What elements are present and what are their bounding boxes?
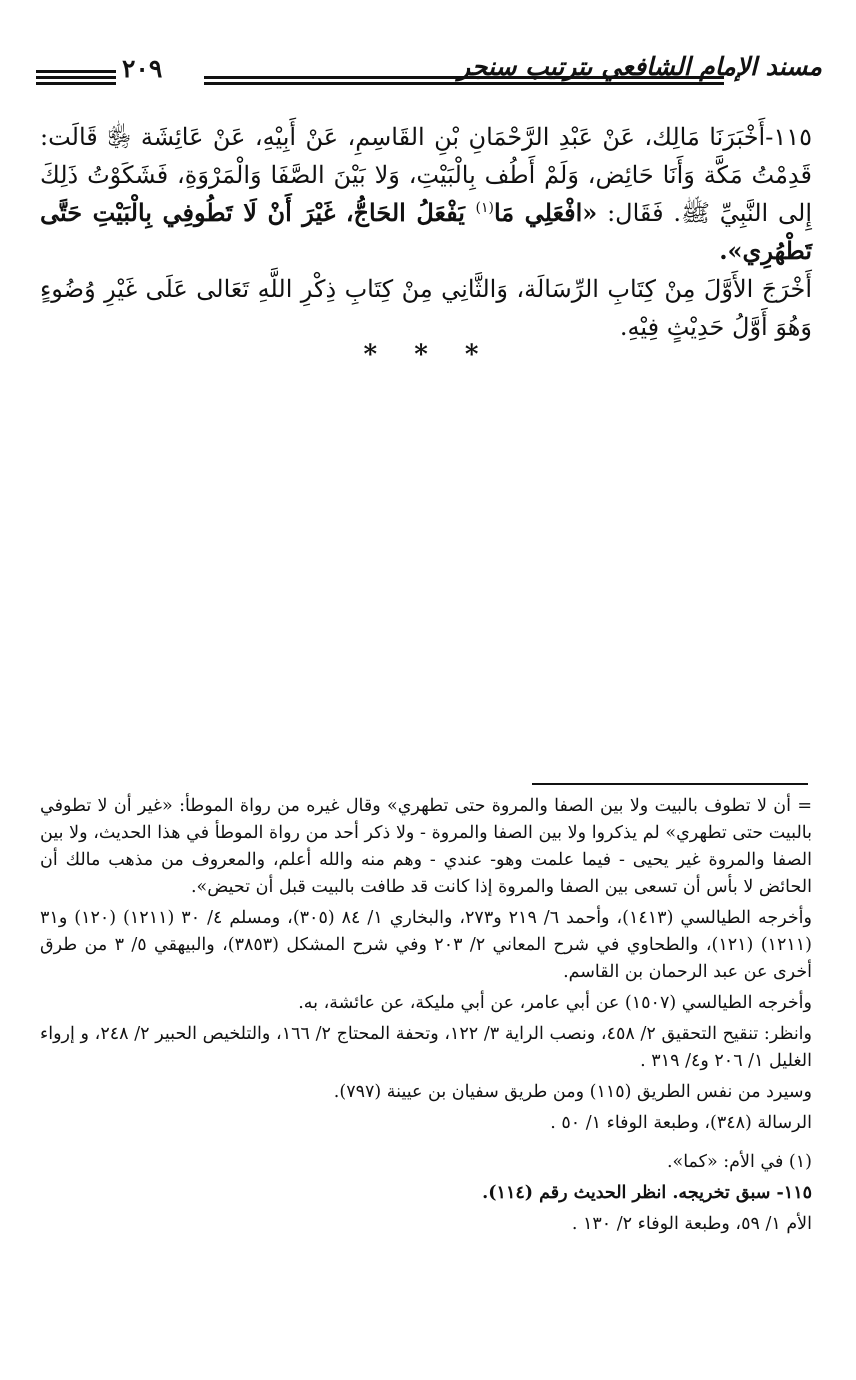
book-title: مسند الإمام الشافعي بترتيب سنجر [458,52,822,81]
takhrij-line: وأخرجه الطيالسي (١٥٠٧) عن أبي عامر، عن أبي مليكة، عن عائشة، به. [298,993,812,1013]
hadith-quote: «افْعَلِي مَا [493,198,598,227]
footnote-source: الأم ١/ ٥٩، وطبعة الوفاء ٢/ ١٣٠ . [571,1214,812,1234]
takhrij-line: وانظر: تنقيح التحقيق ٢/ ٤٥٨، ونصب الراية ٣/ ١٢٢، وتحفة المحتاج ٢/ ١٦٦، والتلخيص الحبير ٢/ ٢٤٨، و إرواء الغليل ١/ ٢٠٦ و٤/ ٣١٩ . [40,1024,812,1071]
footnote-reference: (١) [475,200,494,216]
footnote-1: (١) في الأم: «كما». [666,1152,812,1172]
page-number: ٢٠٩ [122,54,163,83]
main-text [40,118,812,346]
hadith-number: ١١٥- [765,123,812,151]
takhrij-line: الرسالة (٣٤٨)، وطبعة الوفاء ١/ ٥٠ . [550,1113,812,1133]
running-header [36,52,822,102]
footnotes [40,793,812,1242]
hadith-paragraph [40,118,812,270]
takhrij-line: وسيرد من نفس الطريق (١١٥) ومن طريق سفيان بن عيينة (٧٩٧). [333,1082,812,1102]
takhrij-line: وأخرجه الطيالسي (١٤١٣)، وأحمد ٦/ ٢١٩ و٢٧٣، والبخاري ١/ ٨٤ (٣٠٥)، ومسلم ٤/ ٣٠ (١٢١١) (١٢٠) و٣١ (١٢١١) (١٢١)، والطحاوي في شرح المعاني ٢/ ٢٠٣ وفي شرح المشكل (٣٨٥٣)، والبيهقي ٥/ ٣ من طرق أخرى عن عبد الرحمان بن القاسم. [40,908,812,982]
header-rule [204,82,724,85]
hadith-chain: أَخْبَرَنَا مَالِك، عَنْ عَبْدِ الرَّحْمَانِ بْنِ القَاسِمِ، عَنْ أَبِيْهِ، عَنْ عَائِشَة ﵂ قَالَت: قَدِمْتُ مَكَّة وَأَنَا حَائِض، وَلَمْ أَطُف بِالْبَيْتِ، وَلا بَيْنَ الصَّفَا وَالْمَرْوَةِ، فَشَكَوْتُ ذَلِكَ إِلى النَّبِيِّ ﷺ. فَقَال: [40,123,812,227]
header-rule [36,76,116,79]
footnote-continuation: = أن لا تطوف بالبيت ولا بين الصفا والمروة حتى تطهري» وقال غيره من رواة الموطأ: «غير أن لا تطوفي بالبيت حتى تطهري» لم يذكروا ولا بين الصفا والمروة - ولا ذكر أحد من رواة الموطأ في هذا الحديث، ولا بين الصفا والمروة غير يحيى - فيما علمت وهو- عندي - وهم منه والله أعلم، والمعروف من مذهب مالك أن الحائض لا بأس أن تسعى بين الصفا والمروة إذا كانت قد طافت بالبيت قبل أن تحيض». [40,796,812,897]
hadith-quote-continued: يَفْعَلُ الحَاجُّ، غَيْرَ أَنْ لَا تَطُوفِي بِالْبَيْتِ حَتَّى تَطْهُرِي». [40,198,812,265]
header-rule [36,82,116,85]
section-separator: * * * [363,340,493,370]
footnote-hadith-115: ١١٥- سبق تخريجه. انظر الحديث رقم (١١٤). [482,1183,812,1203]
footnote-rule [532,783,808,785]
hadith-note: أَخْرَجَ الأَوَّلَ مِنْ كِتَابِ الرِّسَالَة، وَالثَّانِي مِنْ كِتَابِ ذِكْرِ اللَّهِ تَعَالى عَلَى غَيْرِ وُضُوءٍ وَهُوَ أَوَّلُ حَدِيْثٍ فِيْهِ. [40,275,812,341]
header-rule [36,70,116,73]
